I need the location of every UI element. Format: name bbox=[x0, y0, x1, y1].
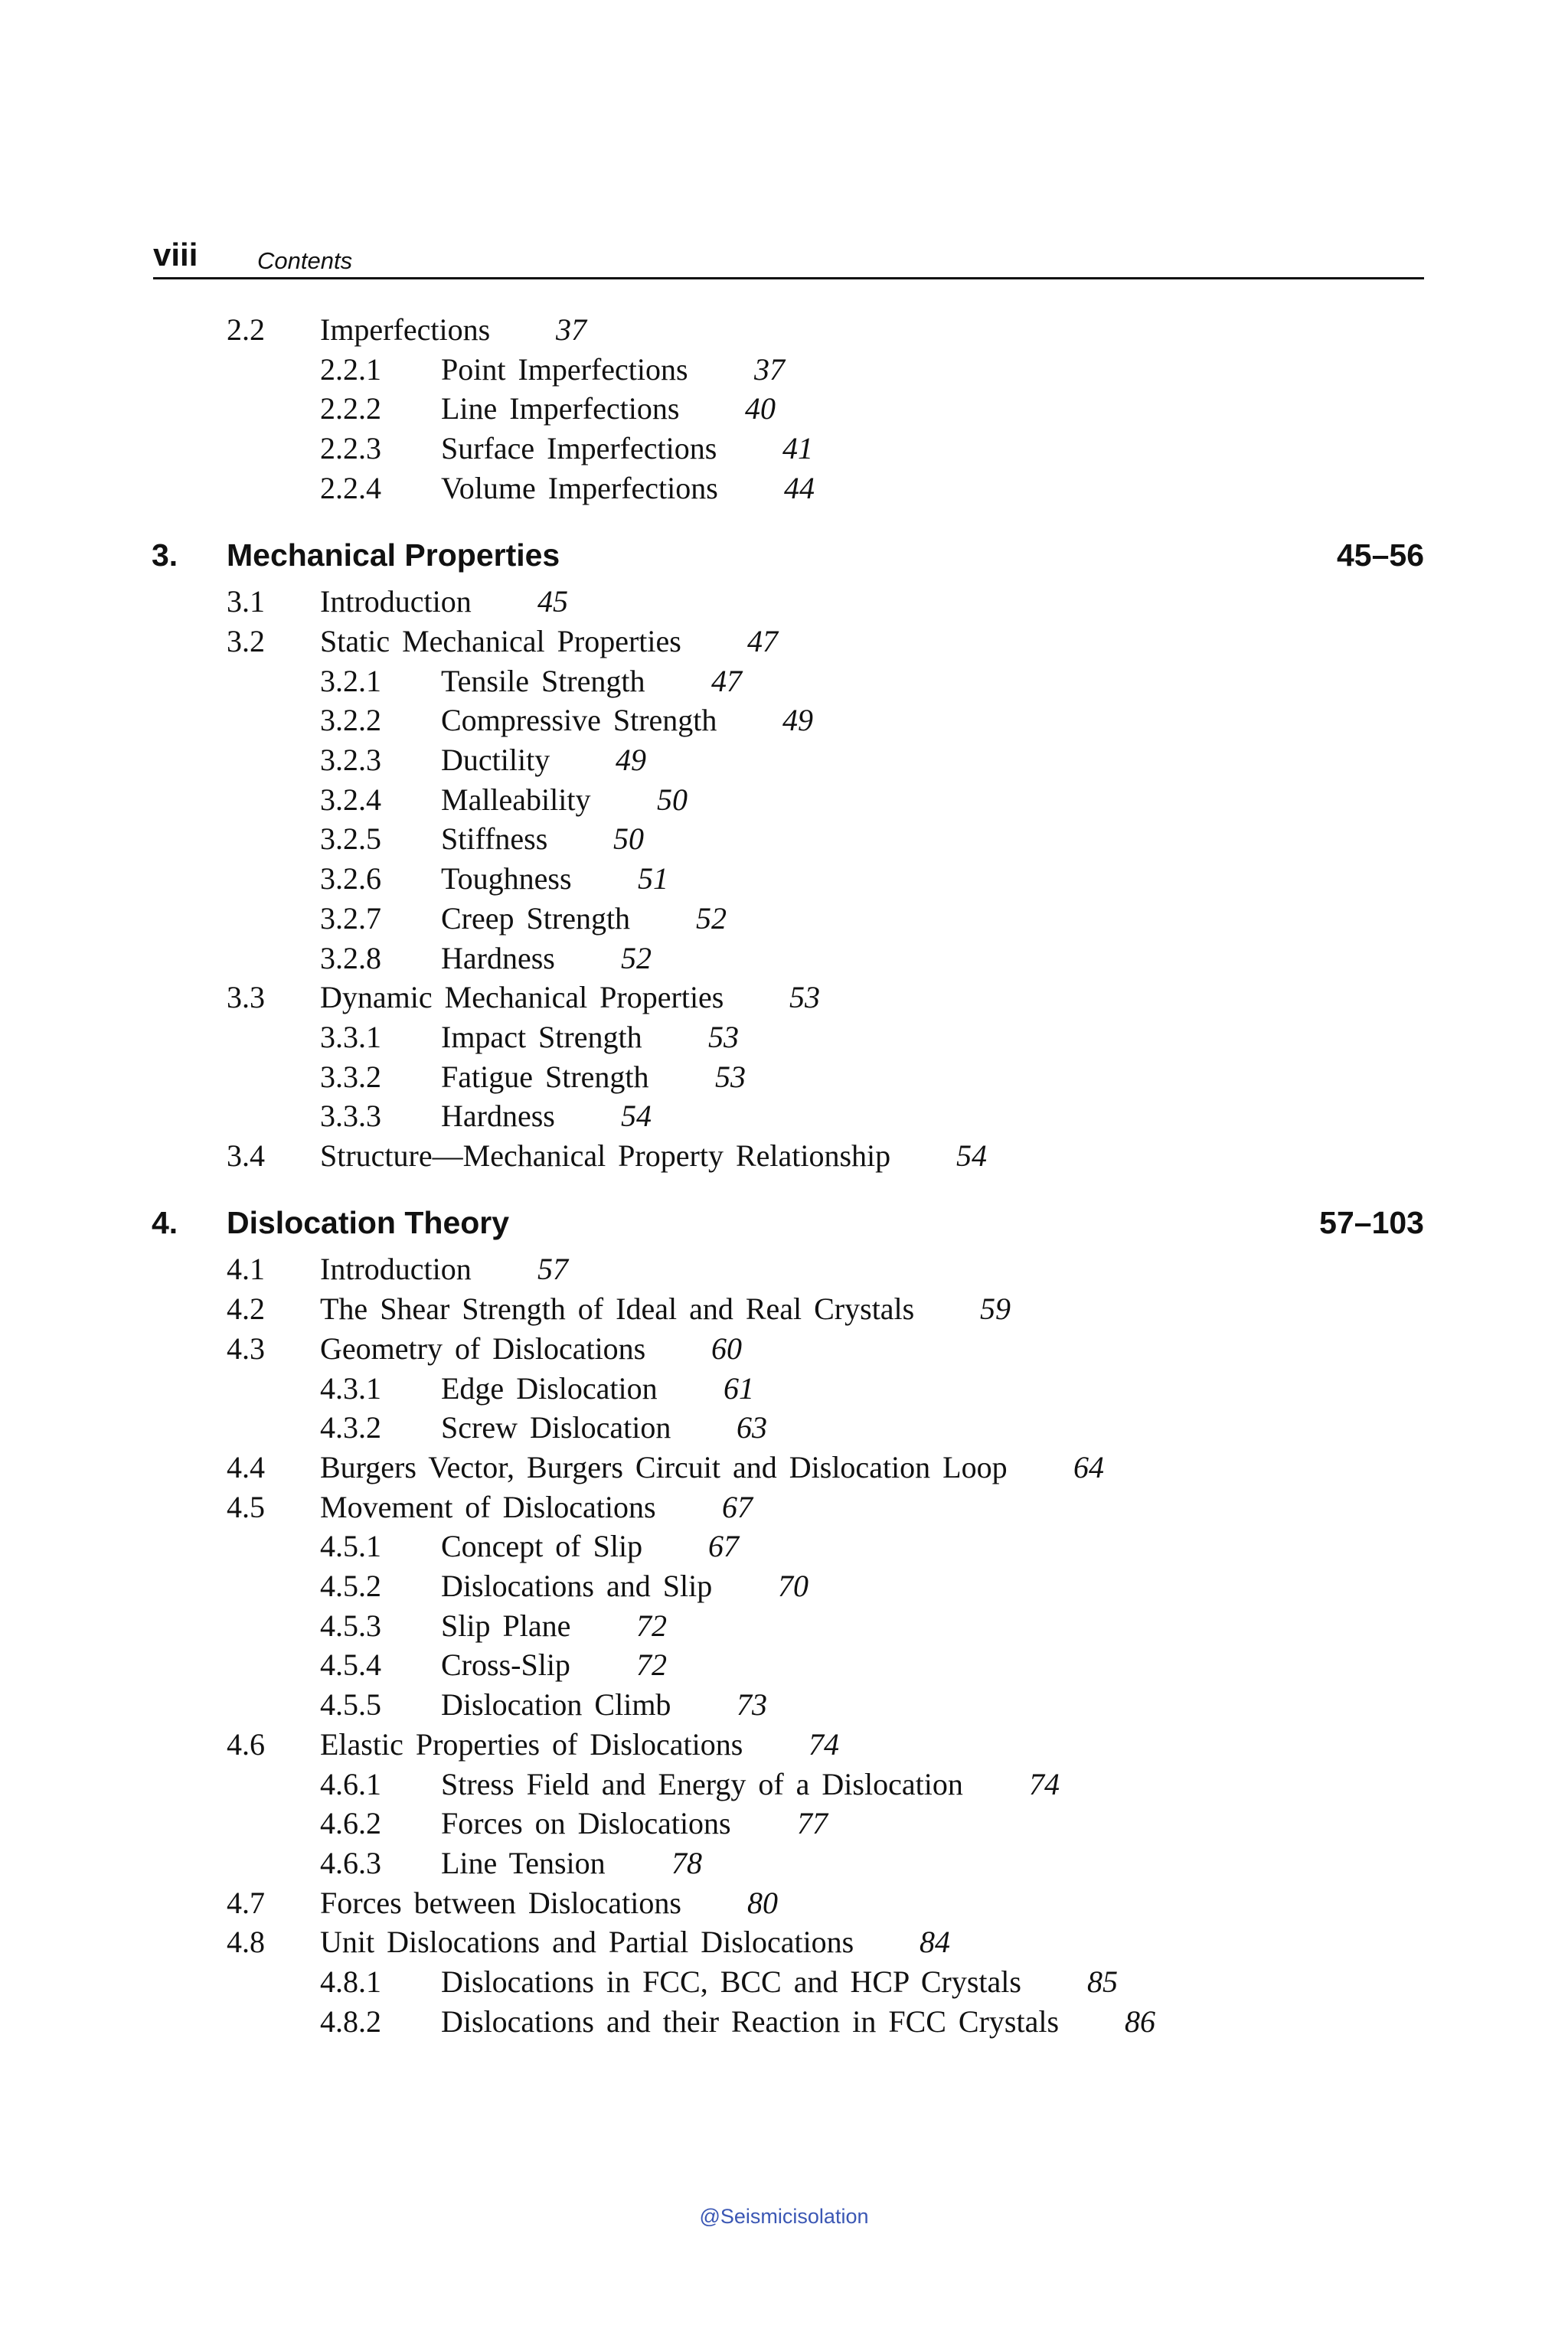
subsection-entry bbox=[0, 1685, 1568, 1725]
section-title: Fatigue Strength bbox=[441, 1059, 649, 1094]
section-number: 4.6.2 bbox=[320, 1806, 381, 1841]
section-title: Surface Imperfections bbox=[441, 431, 717, 466]
subsection-entry bbox=[0, 2002, 1568, 2042]
section-title: Forces between Dislocations bbox=[320, 1885, 681, 1920]
section-page-number: 40 bbox=[745, 391, 776, 426]
subsection-entry bbox=[0, 1606, 1568, 1646]
section-page-number: 47 bbox=[711, 663, 742, 698]
section-title: Movement of Dislocations bbox=[320, 1489, 656, 1524]
section-page-number: 37 bbox=[556, 312, 586, 347]
section-title: Dislocations and Slip bbox=[441, 1569, 713, 1603]
section-title: Creep Strength bbox=[441, 900, 631, 936]
section-number: 3.4 bbox=[227, 1138, 265, 1173]
section-page-number: 50 bbox=[613, 821, 644, 857]
section-page-number: 54 bbox=[956, 1138, 987, 1173]
subsection-entry bbox=[0, 1765, 1568, 1804]
subsection-entry bbox=[0, 1369, 1568, 1409]
section-title: Dislocations in FCC, BCC and HCP Crystals bbox=[441, 1964, 1021, 1999]
section-number: 3.2.7 bbox=[320, 900, 381, 936]
section-title: Ductility bbox=[441, 743, 550, 777]
subsection-entry bbox=[0, 1844, 1568, 1883]
subsection-entry bbox=[0, 899, 1568, 939]
section-title: Burgers Vector, Burgers Circuit and Dislocation Loop bbox=[320, 1449, 1008, 1484]
section-page-number: 61 bbox=[724, 1370, 754, 1406]
section-title: Cross-Slip bbox=[441, 1648, 570, 1683]
subsection-entry bbox=[0, 939, 1568, 978]
section-page-number: 72 bbox=[636, 1648, 667, 1683]
section-entry bbox=[0, 582, 1568, 622]
section-title: Malleability bbox=[441, 782, 591, 817]
section-number: 3.3.3 bbox=[320, 1099, 381, 1134]
subsection-entry bbox=[0, 859, 1568, 899]
chapter-page-range: 57–103 bbox=[1319, 1204, 1424, 1240]
section-title: Tensile Strength bbox=[441, 663, 645, 698]
subsection-entry bbox=[0, 1645, 1568, 1685]
section-page-number: 70 bbox=[778, 1569, 808, 1603]
section-title: Toughness bbox=[441, 861, 572, 896]
section-number: 3.2.2 bbox=[320, 703, 381, 738]
subsection-entry bbox=[0, 350, 1568, 390]
section-title: Line Tension bbox=[441, 1845, 606, 1880]
subsection-entry bbox=[0, 1527, 1568, 1566]
section-number: 3.1 bbox=[227, 584, 265, 619]
subsection-entry bbox=[0, 1804, 1568, 1844]
section-number: 4.7 bbox=[227, 1885, 265, 1920]
section-number: 4.3 bbox=[227, 1331, 265, 1366]
section-number: 2.2.1 bbox=[320, 351, 381, 387]
section-title: Hardness bbox=[441, 940, 555, 975]
section-number: 3.3.2 bbox=[320, 1059, 381, 1094]
section-page-number: 67 bbox=[722, 1489, 753, 1524]
section-title: Compressive Strength bbox=[441, 703, 717, 738]
section-entry bbox=[0, 978, 1568, 1017]
section-page-number: 73 bbox=[737, 1687, 767, 1723]
section-title: Hardness bbox=[441, 1099, 555, 1134]
section-page-number: 60 bbox=[711, 1331, 742, 1366]
section-number: 4.5.5 bbox=[320, 1687, 381, 1723]
subsection-entry bbox=[0, 429, 1568, 469]
page-number: viii bbox=[153, 237, 198, 273]
section-page-number: 64 bbox=[1073, 1449, 1104, 1484]
section-title: Static Mechanical Properties bbox=[320, 623, 681, 658]
subsection-entry bbox=[0, 1566, 1568, 1606]
section-title: Slip Plane bbox=[441, 1608, 571, 1643]
section-number: 4.5.4 bbox=[320, 1648, 381, 1683]
section-page-number: 41 bbox=[782, 431, 813, 466]
section-title: Stress Field and Energy of a Dislocation bbox=[441, 1766, 963, 1801]
section-number: 3.2.5 bbox=[320, 821, 381, 857]
section-number: 4.3.2 bbox=[320, 1410, 381, 1445]
subsection-entry bbox=[0, 1096, 1568, 1136]
section-title: Concept of Slip bbox=[441, 1529, 643, 1564]
section-number: 4.5.3 bbox=[320, 1608, 381, 1643]
section-title: The Shear Strength of Ideal and Real Crystals bbox=[320, 1292, 915, 1327]
section-page-number: 53 bbox=[708, 1019, 739, 1054]
section-title: Geometry of Dislocations bbox=[320, 1331, 646, 1366]
chapter-title: Dislocation Theory bbox=[227, 1204, 510, 1240]
section-page-number: 44 bbox=[784, 470, 815, 505]
section-title: Forces on Dislocations bbox=[441, 1806, 731, 1841]
chapter-heading bbox=[0, 1203, 1568, 1243]
section-title: Introduction bbox=[320, 1252, 472, 1287]
section-number: 2.2.2 bbox=[320, 391, 381, 426]
section-page-number: 45 bbox=[537, 584, 568, 619]
section-title: Structure—Mechanical Property Relationship bbox=[320, 1138, 891, 1173]
section-number: 4.5.1 bbox=[320, 1529, 381, 1564]
subsection-entry bbox=[0, 1962, 1568, 2002]
subsection-entry bbox=[0, 780, 1568, 820]
section-page-number: 67 bbox=[708, 1529, 739, 1564]
section-number: 4.8.1 bbox=[320, 1964, 381, 1999]
chapter-number: 4. bbox=[152, 1204, 178, 1240]
section-title: Introduction bbox=[320, 584, 472, 619]
chapter-title: Mechanical Properties bbox=[227, 537, 560, 573]
section-page-number: 74 bbox=[1029, 1766, 1060, 1801]
section-number: 4.5 bbox=[227, 1489, 265, 1524]
subsection-entry bbox=[0, 389, 1568, 429]
section-entry bbox=[0, 1249, 1568, 1289]
section-entry bbox=[0, 622, 1568, 661]
section-number: 2.2.4 bbox=[320, 470, 381, 505]
section-number: 4.1 bbox=[227, 1252, 265, 1287]
section-entry bbox=[0, 1488, 1568, 1527]
section-entry bbox=[0, 1448, 1568, 1488]
subsection-entry bbox=[0, 1017, 1568, 1057]
section-number: 3.2 bbox=[227, 623, 265, 658]
chapter-heading bbox=[0, 535, 1568, 575]
subsection-entry bbox=[0, 469, 1568, 508]
section-page-number: 51 bbox=[638, 861, 668, 896]
section-number: 3.3.1 bbox=[320, 1019, 381, 1054]
section-page-number: 49 bbox=[616, 743, 646, 777]
section-title: Screw Dislocation bbox=[441, 1410, 671, 1445]
subsection-entry bbox=[0, 1057, 1568, 1097]
section-entry bbox=[0, 1329, 1568, 1369]
subsection-entry bbox=[0, 819, 1568, 859]
section-number: 3.2.8 bbox=[320, 940, 381, 975]
section-page-number: 49 bbox=[782, 703, 813, 738]
section-number: 3.2.1 bbox=[320, 663, 381, 698]
section-page-number: 72 bbox=[636, 1608, 667, 1643]
section-page-number: 59 bbox=[980, 1292, 1011, 1327]
section-number: 4.8.2 bbox=[320, 2004, 381, 2039]
section-title: Dislocations and their Reaction in FCC Crystals bbox=[441, 2004, 1060, 2039]
section-page-number: 37 bbox=[754, 351, 785, 387]
section-title: Dislocation Climb bbox=[441, 1687, 671, 1723]
section-page-number: 74 bbox=[808, 1726, 839, 1762]
section-number: 2.2.3 bbox=[320, 431, 381, 466]
subsection-entry bbox=[0, 740, 1568, 780]
section-title: Edge Dislocation bbox=[441, 1370, 658, 1406]
section-page-number: 54 bbox=[621, 1099, 652, 1134]
section-title: Elastic Properties of Dislocations bbox=[320, 1726, 743, 1762]
subsection-entry bbox=[0, 1408, 1568, 1448]
section-entry bbox=[0, 1725, 1568, 1765]
section-number: 3.3 bbox=[227, 980, 265, 1015]
section-title: Volume Imperfections bbox=[441, 470, 718, 505]
section-entry bbox=[0, 1922, 1568, 1962]
section-title: Unit Dislocations and Partial Dislocations bbox=[320, 1925, 854, 1960]
section-number: 3.2.3 bbox=[320, 743, 381, 777]
section-number: 4.4 bbox=[227, 1449, 265, 1484]
section-title: Stiffness bbox=[441, 821, 548, 857]
section-number: 4.3.1 bbox=[320, 1370, 381, 1406]
section-title: Dynamic Mechanical Properties bbox=[320, 980, 724, 1015]
section-number: 2.2 bbox=[227, 312, 265, 347]
section-page-number: 50 bbox=[657, 782, 688, 817]
section-title: Point Imperfections bbox=[441, 351, 688, 387]
section-page-number: 53 bbox=[715, 1059, 746, 1094]
section-number: 4.6.1 bbox=[320, 1766, 381, 1801]
section-page-number: 52 bbox=[696, 900, 727, 936]
section-number: 4.5.2 bbox=[320, 1569, 381, 1603]
section-entry bbox=[0, 310, 1568, 350]
section-title: Impact Strength bbox=[441, 1019, 642, 1054]
running-head: Contents bbox=[257, 247, 353, 274]
section-number: 4.6.3 bbox=[320, 1845, 381, 1880]
chapter-number: 3. bbox=[152, 537, 178, 573]
section-number: 3.2.6 bbox=[320, 861, 381, 896]
section-entry bbox=[0, 1883, 1568, 1923]
section-page-number: 53 bbox=[789, 980, 820, 1015]
section-number: 4.2 bbox=[227, 1292, 265, 1327]
watermark: @Seismicisolation bbox=[699, 2205, 869, 2228]
section-number: 4.6 bbox=[227, 1726, 265, 1762]
section-page-number: 84 bbox=[920, 1925, 950, 1960]
section-page-number: 63 bbox=[737, 1410, 767, 1445]
section-page-number: 78 bbox=[671, 1845, 702, 1880]
section-page-number: 77 bbox=[797, 1806, 828, 1841]
section-entry bbox=[0, 1289, 1568, 1329]
chapter-page-range: 45–56 bbox=[1336, 537, 1424, 573]
section-page-number: 86 bbox=[1125, 2004, 1155, 2039]
section-page-number: 85 bbox=[1087, 1964, 1118, 1999]
section-number: 3.2.4 bbox=[320, 782, 381, 817]
subsection-entry bbox=[0, 700, 1568, 740]
section-page-number: 57 bbox=[537, 1252, 568, 1287]
section-page-number: 52 bbox=[621, 940, 652, 975]
section-title: Imperfections bbox=[320, 312, 491, 347]
section-number: 4.8 bbox=[227, 1925, 265, 1960]
section-page-number: 80 bbox=[747, 1885, 778, 1920]
section-entry bbox=[0, 1136, 1568, 1176]
section-title: Line Imperfections bbox=[441, 391, 680, 426]
subsection-entry bbox=[0, 661, 1568, 701]
section-page-number: 47 bbox=[747, 623, 778, 658]
